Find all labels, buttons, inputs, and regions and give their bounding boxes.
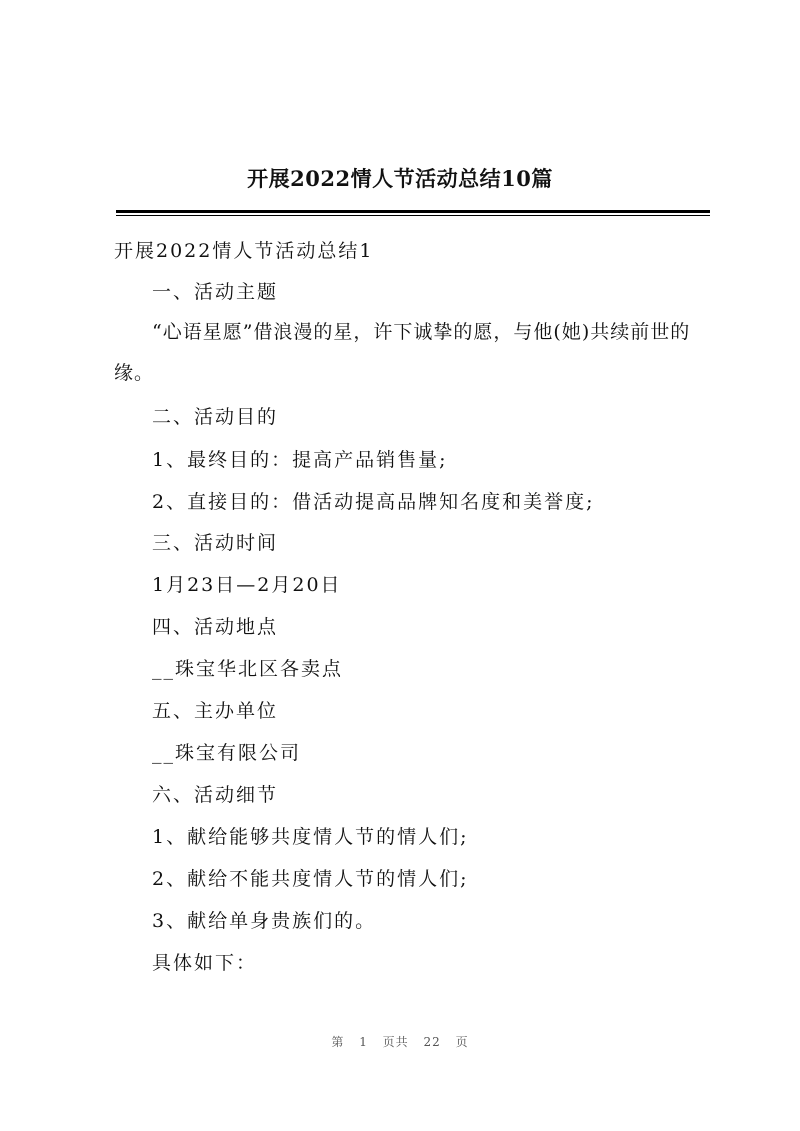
paragraph-purpose-1: 1、最终目的：提高产品销售量; (152, 449, 448, 471)
paragraph-details-2: 2、献给不能共度情人节的情人们; (152, 868, 469, 890)
paragraph-purpose-2: 2、直接目的：借活动提高品牌知名度和美誉度; (152, 491, 595, 513)
paragraph-organizer-body: __珠宝有限公司 (152, 742, 302, 764)
title-underline-thin (116, 215, 710, 216)
document-title: 开展2022情人节活动总结10篇 (247, 166, 553, 191)
paragraph-time-heading: 三、活动时间 (152, 532, 279, 554)
paragraph-time-body: 1月23日—2月20日 (152, 574, 342, 596)
paragraph-details-3: 3、献给单身贵族们的。 (152, 910, 377, 932)
paragraph-purpose-heading: 二、活动目的 (152, 406, 279, 428)
paragraph-details-more: 具体如下： (152, 952, 258, 974)
paragraph-organizer-heading: 五、主办单位 (152, 700, 279, 722)
paragraph-location-body: __珠宝华北区各卖点 (152, 658, 344, 680)
paragraph-details-1: 1、献给能够共度情人节的情人们; (152, 826, 469, 848)
section-heading: 开展2022情人节活动总结1 (114, 240, 374, 262)
paragraph-location-heading: 四、活动地点 (152, 616, 279, 638)
paragraph-theme-heading: 一、活动主题 (152, 281, 279, 303)
paragraph-theme-body: “心语星愿”借浪漫的星，许下诚挚的愿，与他(她)共续前世的缘。 (114, 321, 691, 384)
paragraph-details-heading: 六、活动细节 (152, 784, 279, 806)
page-number-footer: 第 1 页共 22 页 (331, 1035, 469, 1049)
title-underline-thick (116, 210, 710, 213)
